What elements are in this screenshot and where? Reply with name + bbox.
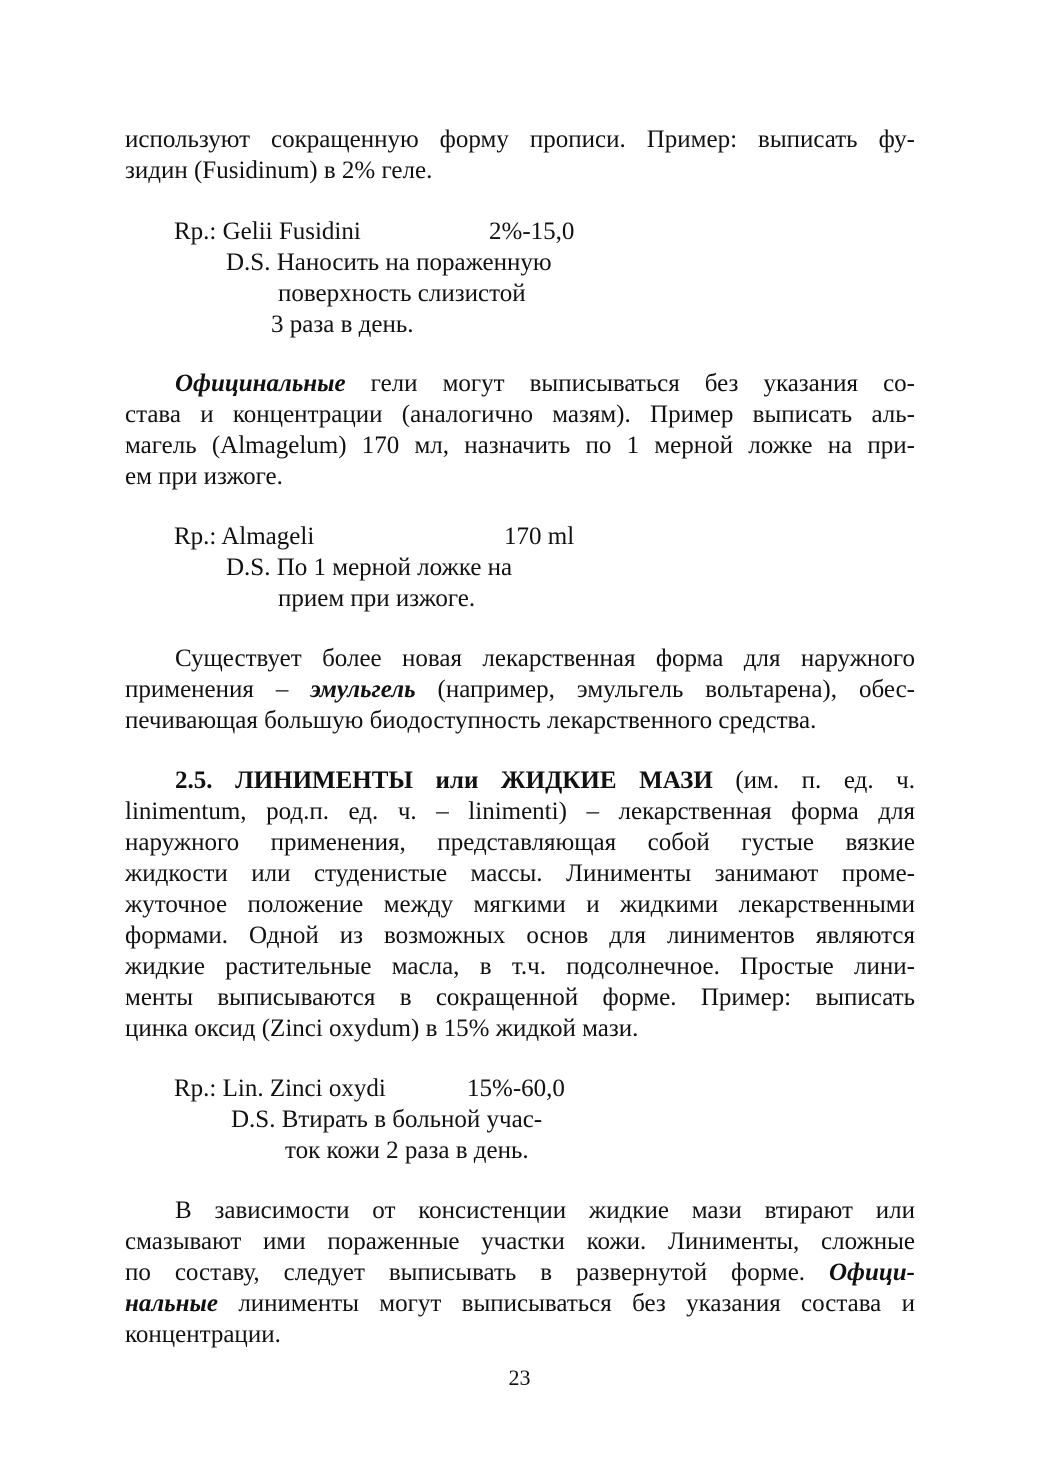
text-line: Существует более новая лекарственная форма для наружного	[175, 645, 915, 672]
rx-signa-line: D.S. Наносить на пораженную	[226, 249, 552, 276]
text-line: става и концентрации (аналогично мазям). Пример выписать аль-	[125, 401, 915, 428]
paragraph-officinal-gels	[125, 368, 915, 492]
text-line: используют сокращенную форму прописи. Пример: выписать фу-	[125, 126, 915, 153]
term-officinal: Офици-	[829, 1259, 915, 1286]
rx-dose: 170 ml	[504, 523, 575, 550]
text-fragment: по составу, следует выписывать в развернутой форме.	[125, 1259, 829, 1286]
section-heading: 2.5. ЛИНИМЕНТЫ или ЖИДКИЕ МАЗИ	[175, 767, 713, 794]
page-number: 23	[508, 1365, 531, 1390]
paragraph-emulgel	[125, 643, 915, 736]
text-line: В зависимости от консистенции жидкие мази втирают или	[175, 1197, 915, 1224]
text-line: жуточное положение между мягкими и жидкими лекарственными	[125, 891, 915, 918]
rx-signa-line: 3 раза в день.	[271, 311, 414, 338]
text-line	[125, 674, 915, 705]
text-line: жидкости или студенистые массы. Линименты занимают проме-	[125, 860, 915, 887]
text-fragment: гели могут выписываться без указания со-	[345, 370, 915, 397]
term-emulgel: эмульгель	[310, 676, 416, 703]
text-line: цинка оксид (Zinci oxydum) в 15% жидкой мази.	[125, 1015, 639, 1042]
rx-signa-line: поверхность слизистой	[278, 280, 526, 307]
text-line: смазывают ими пораженные участки кожи. Линименты, сложные	[125, 1228, 915, 1255]
rx-signa-line: D.S. Втирать в больной учас-	[231, 1106, 543, 1133]
text-fragment: (например, эмульгель вольтарена), обес-	[415, 676, 915, 703]
text-line: печивающая большую биодоступность лекарственного средства.	[125, 707, 817, 734]
text-line	[125, 1257, 915, 1288]
text-fragment: (им. п. ед. ч.	[712, 767, 915, 794]
text-line: наружного применения, представляющая собой густые вязкие	[125, 829, 915, 856]
text-fragment: линименты могут выписываться без указания состава и	[217, 1290, 915, 1317]
text-line: зидин (Fusidinum) в 2% геле.	[125, 157, 433, 184]
rx-signa-line: прием при изжоге.	[278, 585, 476, 612]
text-line	[125, 765, 915, 796]
text-line: ем при изжоге.	[125, 463, 283, 490]
section-liniments	[125, 765, 915, 1044]
text-line: linimentum, род.п. ед. ч. – linimenti) – лекарственная форма для	[125, 798, 915, 825]
paragraph-liniments-usage	[125, 1195, 915, 1350]
paragraph-intro	[125, 124, 915, 186]
rx-recipe-line: Rp.: Gelii Fusidini	[174, 218, 361, 245]
term-officinal: Официнальные	[175, 370, 346, 397]
rx-dose: 15%-60,0	[467, 1075, 565, 1102]
text-line	[125, 1288, 915, 1319]
text-line: менты выписываются в сокращенной форме. Пример: выписать	[125, 984, 915, 1011]
text-line: жидкие растительные масла, в т.ч. подсолнечное. Простые лини-	[125, 953, 915, 980]
rx-recipe-line: Rp.: Lin. Zinci oxydi	[174, 1075, 386, 1102]
text-fragment: применения –	[125, 676, 311, 703]
text-line: концентрации.	[125, 1321, 281, 1348]
rx-dose: 2%-15,0	[489, 218, 575, 245]
rx-signa-line: D.S. По 1 мерной ложке на	[226, 554, 513, 581]
text-line: формами. Одной из возможных основ для линиментов являются	[125, 922, 915, 949]
text-line	[125, 368, 915, 399]
term-officinal: нальные	[125, 1290, 218, 1317]
rx-recipe-line: Rp.: Almageli	[174, 523, 315, 550]
rx-signa-line: ток кожи 2 раза в день.	[285, 1137, 529, 1164]
text-line: магель (Almagelum) 170 мл, назначить по 1 мерной ложке на при-	[125, 432, 915, 459]
